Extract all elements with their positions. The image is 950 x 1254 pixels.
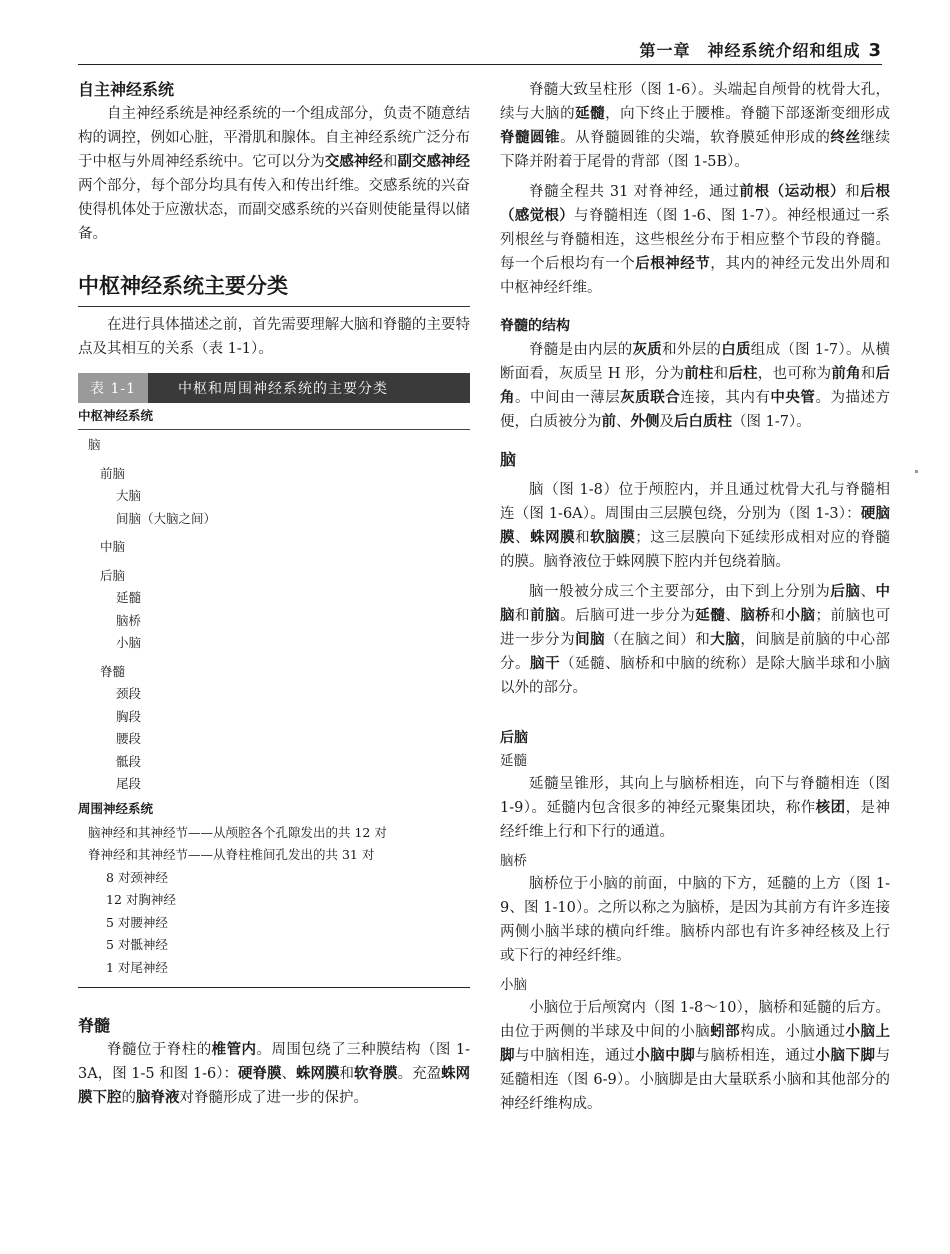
- text-run: 的: [121, 1090, 136, 1106]
- text-run: 和: [860, 366, 876, 382]
- section-heading-brain: 脑: [500, 450, 517, 469]
- table-row: 骶段: [116, 753, 142, 769]
- text-run: 对脊髓形成了进一步的保护。: [179, 1090, 368, 1106]
- bold-term: 小脑: [785, 608, 816, 624]
- table-row: 间脑（大脑之间）: [116, 510, 217, 526]
- bold-term: 脑桥: [740, 608, 771, 624]
- table-row: 小脑: [116, 635, 142, 650]
- text-run: 、: [725, 608, 741, 624]
- table-row: 脑神经和其神经节——从颅腔各个孔隙发出的共 12 对: [88, 824, 387, 840]
- paragraph-pons: [500, 872, 890, 968]
- bold-term: 后角: [500, 366, 891, 406]
- text-run: 连接，其内有: [680, 390, 771, 406]
- paragraph-medulla: [500, 772, 890, 844]
- paragraph-cerebellum: [500, 996, 890, 1116]
- bold-term: 后柱: [728, 366, 758, 382]
- text-run: ，也可称为: [757, 366, 832, 382]
- bold-term: 小脑中脚: [635, 1048, 696, 1064]
- bold-term: 前根（运动根）: [739, 184, 846, 200]
- bold-term: 蛛网膜下腔: [78, 1066, 471, 1106]
- bold-term: 脑干: [530, 656, 561, 672]
- text-run: 脑桥位于小脑的前面，中脑的下方，延髓的上方（图 1-9、图 1-10）。之所以称之为脑桥，是因为其前方有许多连接两侧小脑半球的横向纤维。脑桥内部也有许多神经核及上行或下行的神经纤维。: [500, 876, 890, 964]
- text-run: ；这三层膜向下延续形成相对应的脊髓的膜。脑脊液位于蛛网膜下腔内并包绕着脑。: [500, 530, 891, 570]
- bold-term: 白质: [721, 342, 751, 358]
- table-row: 大脑: [116, 488, 142, 503]
- text-run: 组成（图 1-7）。从横断面看，灰质呈 H 形，分为: [500, 342, 891, 382]
- table-row: 腰段: [116, 731, 142, 746]
- bold-term: 终丝: [830, 130, 861, 146]
- text-run: 、: [616, 414, 631, 430]
- text-run: 与脑桥相连，通过: [695, 1048, 816, 1064]
- table-row: 胸段: [116, 708, 142, 724]
- text-run: 、: [281, 1066, 297, 1082]
- text-run: 脊髓是由内层的: [529, 342, 633, 358]
- table-section-cns: 中枢神经系统: [78, 403, 470, 430]
- bold-term: 中脑: [500, 584, 891, 624]
- text-run: 及: [659, 414, 674, 430]
- text-run: 、: [860, 584, 876, 600]
- text-run: 脑一般被分成三个主要部分，由下到上分别为: [529, 584, 831, 600]
- bold-term: 脑脊液: [136, 1090, 180, 1106]
- text-run: 。周围包绕了三种膜结构（图 1-3A，图 1-5 和图 1-6）：: [78, 1042, 471, 1082]
- text-run: 。从脊髓圆锥的尖端，软脊膜延伸形成的: [560, 130, 831, 146]
- text-run: 和: [515, 608, 531, 624]
- paragraph-autonomic: [78, 102, 470, 246]
- text-run: 和: [339, 1066, 355, 1082]
- bold-term: 核团: [815, 800, 846, 816]
- bold-term: 前柱: [684, 366, 714, 382]
- table-pns-rows: [78, 822, 470, 980]
- bold-term: 蛛网膜: [296, 1066, 340, 1082]
- table-cns-rows: [78, 434, 470, 796]
- text-run: ，其内的神经元发出外周和中枢神经纤维。: [500, 256, 891, 296]
- table-row: 1 对尾神经: [106, 959, 168, 975]
- text-run: 小脑位于后颅窝内（图 1-8～10），脑桥和延髓的后方。由位于两侧的半球及中间的小脑: [500, 1000, 890, 1040]
- chapter-section-heading: 中枢神经系统主要分类: [78, 272, 470, 307]
- subheading-spinal-structure: 脊髓的结构: [500, 318, 570, 334]
- bold-term: 椎管内: [211, 1042, 257, 1058]
- table-caption: 中枢和周围神经系统的主要分类: [178, 381, 388, 397]
- left-column: [78, 78, 470, 1110]
- bold-term: 中央管: [770, 390, 816, 406]
- text-run: 脊髓大致呈柱形（图 1-6）。头端起自颅骨的枕骨大孔，续与大脑的: [500, 82, 890, 122]
- section-heading-spinal: 脊髓: [78, 1016, 111, 1035]
- paragraph-spinal: [78, 1038, 470, 1110]
- text-run: 。充盈: [397, 1066, 442, 1082]
- text-run: 延髓呈锥形，其向上与脑桥相连，向下与脊髓相连（图 1-9）。延髓内包含很多的神经元聚集团块，称作: [500, 776, 890, 816]
- text-run: 脑（图 1-8）位于颅腔内，并且通过枕骨大孔与脊髓相连（图 1-6A）。周围由三层膜包绕，分别为（图 1-3）：: [500, 482, 890, 522]
- text-run: 和外层的: [662, 342, 722, 358]
- table-row: 延髓: [116, 590, 142, 605]
- paragraph-spinal-nerves: [500, 180, 890, 300]
- text-run: 。后脑可进一步分为: [560, 608, 696, 624]
- bold-term: 前角: [831, 366, 861, 382]
- subheading-hindbrain: 后脑: [500, 730, 528, 746]
- bold-term: 后脑: [830, 584, 861, 600]
- text-run: 与脊髓相连（图 1-6、图 1-7）。神经根通过一系列根丝与脊髓相连，这些根丝分布于相应整个节段的脊髓。每一个后根均有一个: [500, 208, 891, 272]
- text-run: 和: [382, 154, 398, 170]
- paragraph-brain-location: [500, 478, 890, 574]
- text-run: （在脑之间）和: [605, 632, 711, 648]
- bold-term: 脊髓圆锥: [500, 130, 561, 146]
- table-row: 5 对腰神经: [106, 914, 168, 930]
- right-column: [500, 78, 890, 1116]
- paragraph-spinal-shape: [500, 78, 890, 174]
- text-run: （图 1-7）。: [732, 414, 811, 430]
- bold-term: 前脑: [530, 608, 561, 624]
- text-run: 继续下降并附着于尾骨的背部（图 1-5B）。: [500, 130, 891, 170]
- bold-term: 副交感神经: [397, 154, 471, 170]
- bold-term: 小脑上脚: [500, 1024, 891, 1064]
- text-run: 两个部分，每个部分均具有传入和传出纤维。交感系统的兴奋使得机体处于应激状态，而副交感系统的兴奋则使能量得以储备。: [78, 178, 470, 242]
- text-run: 。中间由一薄层: [515, 390, 621, 406]
- classification-table: [78, 403, 470, 988]
- bold-term: 软脊膜: [354, 1066, 398, 1082]
- table-row: 12 对胸神经: [106, 892, 176, 907]
- text-run: 和: [770, 608, 786, 624]
- table-caption-bar: [78, 373, 470, 403]
- table-row: 脊髓: [100, 663, 126, 679]
- bold-term: 前: [601, 414, 616, 430]
- text-run: 。为描述方便，白质被分为: [500, 390, 891, 430]
- text-run: 脊髓全程共 31 对脊神经，通过: [529, 184, 740, 200]
- table-row: 脊神经和其神经节——从脊柱椎间孔发出的共 31 对: [88, 847, 375, 862]
- chapter-title: [639, 38, 882, 61]
- table-row: 脑桥: [116, 612, 142, 628]
- bold-term: 间脑: [575, 632, 606, 648]
- margin-mark: [915, 470, 918, 473]
- table-row: 中脑: [100, 539, 126, 554]
- text-run: ；前脑也可进一步分为: [500, 608, 891, 648]
- bold-term: 硬脊膜: [237, 1066, 282, 1082]
- text-run: （延髓、脑桥和中脑的统称）是除大脑半球和小脑以外的部分。: [500, 656, 891, 696]
- bold-term: 大脑: [710, 632, 741, 648]
- subheading-pons: 脑桥: [500, 853, 527, 869]
- bold-term: 延髓: [575, 106, 606, 122]
- table-label: 表 1-1: [78, 373, 148, 403]
- running-header: [78, 38, 882, 65]
- paragraph-cns-intro: 在进行具体描述之前，首先需要理解大脑和脊髓的主要特点及其相互的关系（表 1-1）。: [78, 317, 470, 357]
- bold-term: 后根神经节: [635, 256, 711, 272]
- text-run: 自主神经系统是神经系统的一个组成部分，负责不随意结构的调控，例如心脏，平滑肌和腺体。自主神经系统广泛分布于中枢与外周神经系统中。它可以分为: [78, 106, 470, 170]
- text-run: 脊髓位于脊柱的: [107, 1042, 212, 1058]
- bold-term: 交感神经: [324, 154, 383, 170]
- text-run: ，是神经纤维上行和下行的通道。: [500, 800, 891, 840]
- table-row: 后脑: [100, 567, 126, 583]
- text-run: 、: [515, 530, 531, 546]
- bold-term: 外侧: [630, 414, 660, 430]
- bold-term: 硬脑膜: [500, 506, 891, 546]
- bold-term: 蛛网膜: [530, 530, 576, 546]
- paragraph-brain-divisions: [500, 580, 890, 700]
- table-row: 尾段: [116, 776, 142, 791]
- table-row: 8 对颈神经: [106, 869, 168, 885]
- bold-term: 蚓部: [710, 1024, 741, 1040]
- bold-term: 小脑下脚: [815, 1048, 876, 1064]
- text-run: 构成。小脑通过: [740, 1024, 846, 1040]
- table-row: 颈段: [116, 686, 142, 701]
- bold-term: 灰质联合: [620, 390, 681, 406]
- text-run: 和: [575, 530, 591, 546]
- table-section-pns: 周围神经系统: [78, 800, 154, 816]
- subheading-cerebellum: 小脑: [500, 977, 527, 993]
- paragraph-spinal-structure: [500, 338, 890, 434]
- page-number: 3: [868, 40, 882, 61]
- section-heading-autonomic: 自主神经系统: [78, 80, 175, 99]
- text-run: 和: [713, 366, 729, 382]
- text-run: 与中脑相连，通过: [515, 1048, 636, 1064]
- table-row: 脑: [88, 437, 101, 452]
- table-row: 前脑: [100, 465, 126, 481]
- bold-term: 后白质柱: [674, 414, 732, 430]
- bold-term: 软脑膜: [590, 530, 636, 546]
- bold-term: 延髓: [695, 608, 726, 624]
- table-row: 5 对骶神经: [106, 937, 168, 952]
- chapter-name: 第一章 神经系统介绍和组成: [639, 41, 861, 60]
- text-run: ，向下终止于腰椎。脊髓下部逐渐变细形成: [605, 106, 891, 122]
- bold-term: 后根（感觉根）: [500, 184, 891, 224]
- text-run: 与延髓相连（图 6-9）。小脑脚是由大量联系小脑和其他部分的神经纤维构成。: [500, 1048, 891, 1112]
- text-run: ，间脑是前脑的中心部分。: [500, 632, 891, 672]
- text-run: 和: [845, 184, 861, 200]
- subheading-medulla: 延髓: [500, 753, 527, 769]
- bold-term: 灰质: [632, 342, 663, 358]
